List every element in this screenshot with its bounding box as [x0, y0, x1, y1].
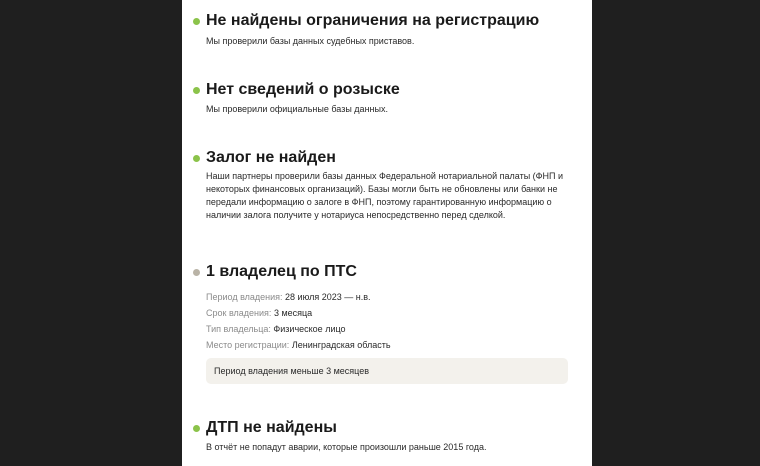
check-registration-description: Мы проверили базы данных судебных приставов. [206, 36, 415, 46]
status-info-icon [193, 269, 200, 276]
owner-field-label: Тип владельца: [206, 324, 271, 334]
check-accidents-description: В отчёт не попадут аварии, которые произошли раньше 2015 года. [206, 442, 487, 452]
check-pledge-title: Залог не найден [206, 149, 336, 166]
status-ok-icon [193, 18, 200, 25]
owner-field-value: 28 июля 2023 — н.в. [285, 292, 371, 302]
ownership-warning-note [206, 358, 568, 384]
owner-field-value: Физическое лицо [273, 324, 346, 334]
owner-field-label: Период владения: [206, 292, 283, 302]
check-registration-title: Не найдены ограничения на регистрацию [206, 12, 540, 29]
status-ok-icon [193, 155, 200, 162]
check-accidents-title: ДТП не найдены [206, 419, 337, 436]
check-owners-title: 1 владелец по ПТС [206, 263, 357, 280]
owner-field-region [206, 339, 391, 351]
owner-field-value: Ленинградская область [291, 340, 391, 350]
check-pledge-description: Наши партнеры проверили базы данных Федеральной нотариальной палаты (ФНП и некоторых финансовых организаций). Базы могли быть не обновлены или банки не передали информацию о залоге в ФНП, поэтому гарантированную информацию о наличии залога получите у нотариуса непосредственно перед сделкой. [206, 171, 564, 220]
owner-field-period [206, 291, 371, 303]
check-wanted-title: Нет сведений о розыске [206, 81, 400, 98]
status-ok-icon [193, 87, 200, 94]
owner-field-label: Место регистрации: [206, 340, 290, 350]
report-page [182, 0, 592, 466]
status-ok-icon [193, 425, 200, 432]
check-wanted-description: Мы проверили официальные базы данных. [206, 104, 388, 114]
owner-field-value: 3 месяца [273, 308, 313, 318]
owner-field-label: Срок владения: [206, 308, 272, 318]
owner-field-type [206, 323, 346, 335]
owner-field-duration [206, 307, 312, 319]
ownership-warning-text: Период владения меньше 3 месяцев [214, 366, 370, 376]
